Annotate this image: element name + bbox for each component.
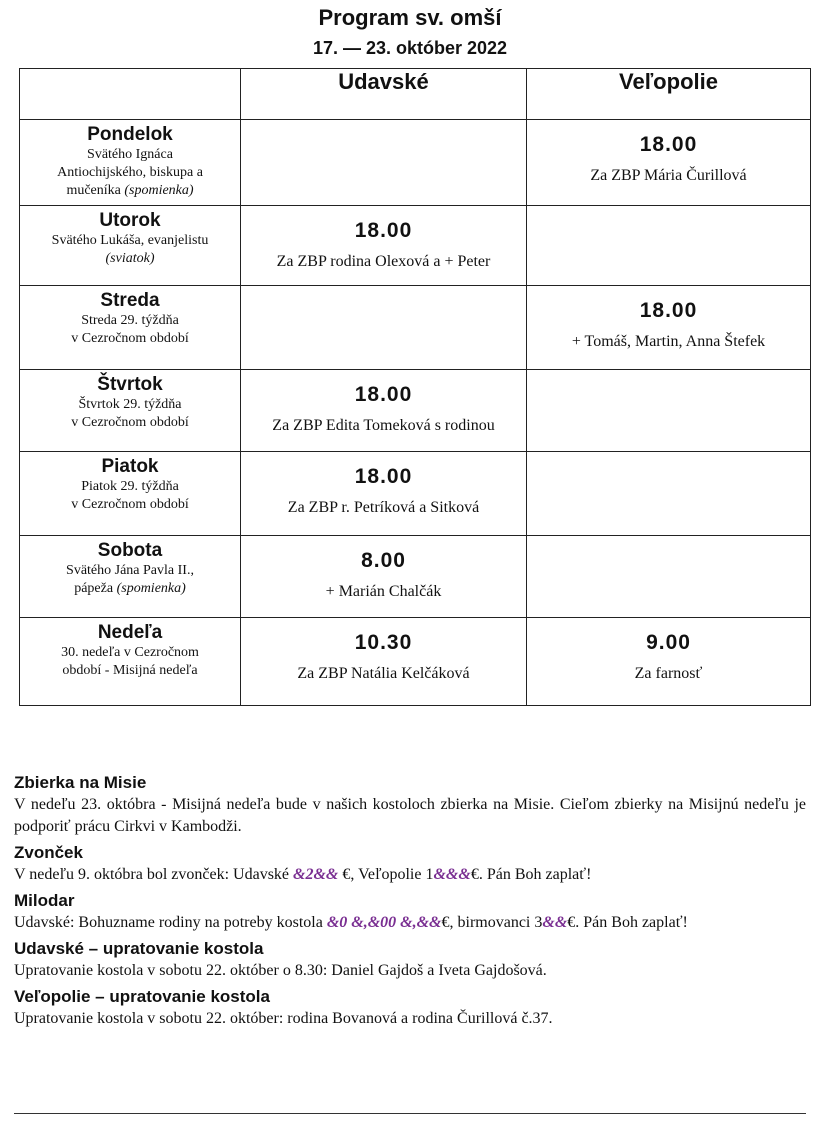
mass-cell-udavske: [241, 120, 527, 206]
day-name: Nedeľa: [97, 622, 163, 643]
day-name: Pondelok: [87, 124, 173, 145]
announcement-text-misie: V nedeľu 23. októbra - Misijná nedeľa bude v našich kostoloch zbierka na Misie. Cieľom zbierky na Misijnú nedeľu je podporiť prácu Cirkvi v Kambodži.: [14, 796, 806, 835]
date-range: 17. — 23. október 2022: [312, 38, 508, 58]
day-cell: [20, 536, 241, 618]
announcement-text-milodar: Udavské: Bohuzname rodiny na potreby kostola &0 &,&00 &,&&€, birmovanci 3&&€. Pán Boh zaplať!: [14, 914, 688, 931]
feast-line: Štvrtok 29. týždňa: [78, 397, 182, 412]
column-header-udavske: Udavské: [241, 69, 527, 120]
column-header-day: [20, 69, 241, 120]
mass-intention: + Tomáš, Martin, Anna Štefek: [571, 333, 766, 350]
mass-cell-velopolie: [527, 618, 811, 706]
mass-intention: Za ZBP r. Petríková a Sitková: [287, 499, 480, 516]
feast-line: Svätého Jána Pavla II.,: [66, 563, 194, 578]
table-row: [20, 120, 811, 206]
day-cell: [20, 206, 241, 286]
mass-time: 18.00: [354, 219, 413, 242]
day-name: Streda: [100, 290, 160, 311]
mass-intention: Za ZBP Natália Kelčáková: [297, 665, 470, 682]
day-name: Štvrtok: [97, 374, 163, 395]
mass-cell-velopolie: [527, 536, 811, 618]
handwritten-amount: &&&: [433, 866, 471, 883]
mass-cell-udavske: [241, 452, 527, 536]
announcement-heading-milodar: Milodar: [14, 891, 75, 910]
table-row: [20, 370, 811, 452]
mass-time: 18.00: [354, 465, 413, 488]
handwritten-amount: &0 &,&00 &,&&: [326, 914, 442, 931]
feast-rank: (sviatok): [105, 251, 155, 266]
feast-line: období - Misijná nedeľa: [62, 663, 198, 678]
announcement-text-zvoncek: V nedeľu 9. októbra bol zvonček: Udavské &2&& €, Veľopolie 1&&&€. Pán Boh zaplať!: [14, 866, 592, 883]
column-header-velopolie: Veľopolie: [527, 69, 811, 120]
mass-cell-velopolie: [527, 370, 811, 452]
table-row: [20, 536, 811, 618]
table-row: [20, 618, 811, 706]
feast-rank: (spomienka): [116, 581, 186, 596]
feast-line: Svätého Lukáša, evanjelistu: [51, 233, 209, 248]
page-title: Program sv. omší: [318, 5, 502, 30]
mass-cell-udavske: [241, 370, 527, 452]
mass-cell-udavske: [241, 536, 527, 618]
day-cell: [20, 370, 241, 452]
day-name: Utorok: [99, 210, 161, 231]
feast-line: Streda 29. týždňa: [81, 313, 179, 328]
day-cell: [20, 618, 241, 706]
mass-time: 18.00: [639, 133, 698, 156]
mass-time: 18.00: [354, 383, 413, 406]
day-name: Piatok: [101, 456, 159, 477]
handwritten-amount: &2&&: [293, 866, 339, 883]
announcement-heading-misie: Zbierka na Misie: [14, 773, 147, 792]
mass-time: 18.00: [639, 299, 698, 322]
feast-line: v Cezročnom období: [71, 331, 189, 346]
table-header-row: [20, 69, 811, 120]
feast-line: mučeníka (spomienka): [66, 183, 194, 198]
mass-time: 8.00: [361, 549, 406, 572]
mass-cell-velopolie: [527, 452, 811, 536]
day-cell: [20, 120, 241, 206]
feast-line: Antiochijského, biskupa a: [57, 165, 203, 180]
announcement-heading-udavske-cleaning: Udavské – upratovanie kostola: [14, 939, 264, 958]
bottom-divider: [14, 1113, 806, 1114]
feast-line: 30. nedeľa v Cezročnom: [61, 645, 199, 660]
mass-time: 10.30: [354, 631, 413, 654]
mass-cell-udavske: [241, 286, 527, 370]
mass-intention: Za ZBP Edita Tomeková s rodinou: [272, 417, 495, 434]
mass-intention: Za ZBP Mária Čurillová: [590, 167, 747, 184]
feast-line: v Cezročnom období: [71, 415, 189, 430]
mass-schedule-table: [19, 68, 811, 706]
mass-cell-udavske: [241, 618, 527, 706]
mass-intention: + Marián Chalčák: [325, 583, 442, 600]
announcement-heading-zvoncek: Zvonček: [14, 843, 83, 862]
announcement-text-velopolie-cleaning: Upratovanie kostola v sobotu 22. október: rodina Bovanová a rodina Čurillová č.37.: [14, 1010, 553, 1027]
mass-time: 9.00: [646, 631, 691, 654]
feast-line: v Cezročnom období: [71, 497, 189, 512]
mass-intention: Za ZBP rodina Olexová a + Peter: [276, 253, 491, 270]
mass-cell-velopolie: [527, 286, 811, 370]
mass-cell-velopolie: [527, 206, 811, 286]
feast-line: Svätého Ignáca: [87, 147, 173, 162]
day-cell: [20, 452, 241, 536]
mass-cell-udavske: [241, 206, 527, 286]
announcements: [14, 768, 806, 1030]
table-row: [20, 286, 811, 370]
mass-intention: Za farnosť: [634, 665, 703, 682]
feast-line: pápeža (spomienka): [74, 581, 186, 596]
feast-line: Piatok 29. týždňa: [81, 479, 179, 494]
feast-rank: (spomienka): [124, 183, 194, 198]
table-row: [20, 206, 811, 286]
day-name: Sobota: [97, 540, 163, 561]
handwritten-amount: &&: [542, 914, 568, 931]
day-cell: [20, 286, 241, 370]
mass-cell-velopolie: [527, 120, 811, 206]
announcement-text-udavske-cleaning: Upratovanie kostola v sobotu 22. október o 8.30: Daniel Gajdoš a Iveta Gajdošová.: [14, 962, 547, 979]
feast-line: [20, 250, 240, 268]
announcement-heading-velopolie-cleaning: Veľopolie – upratovanie kostola: [14, 987, 270, 1006]
table-row: [20, 452, 811, 536]
